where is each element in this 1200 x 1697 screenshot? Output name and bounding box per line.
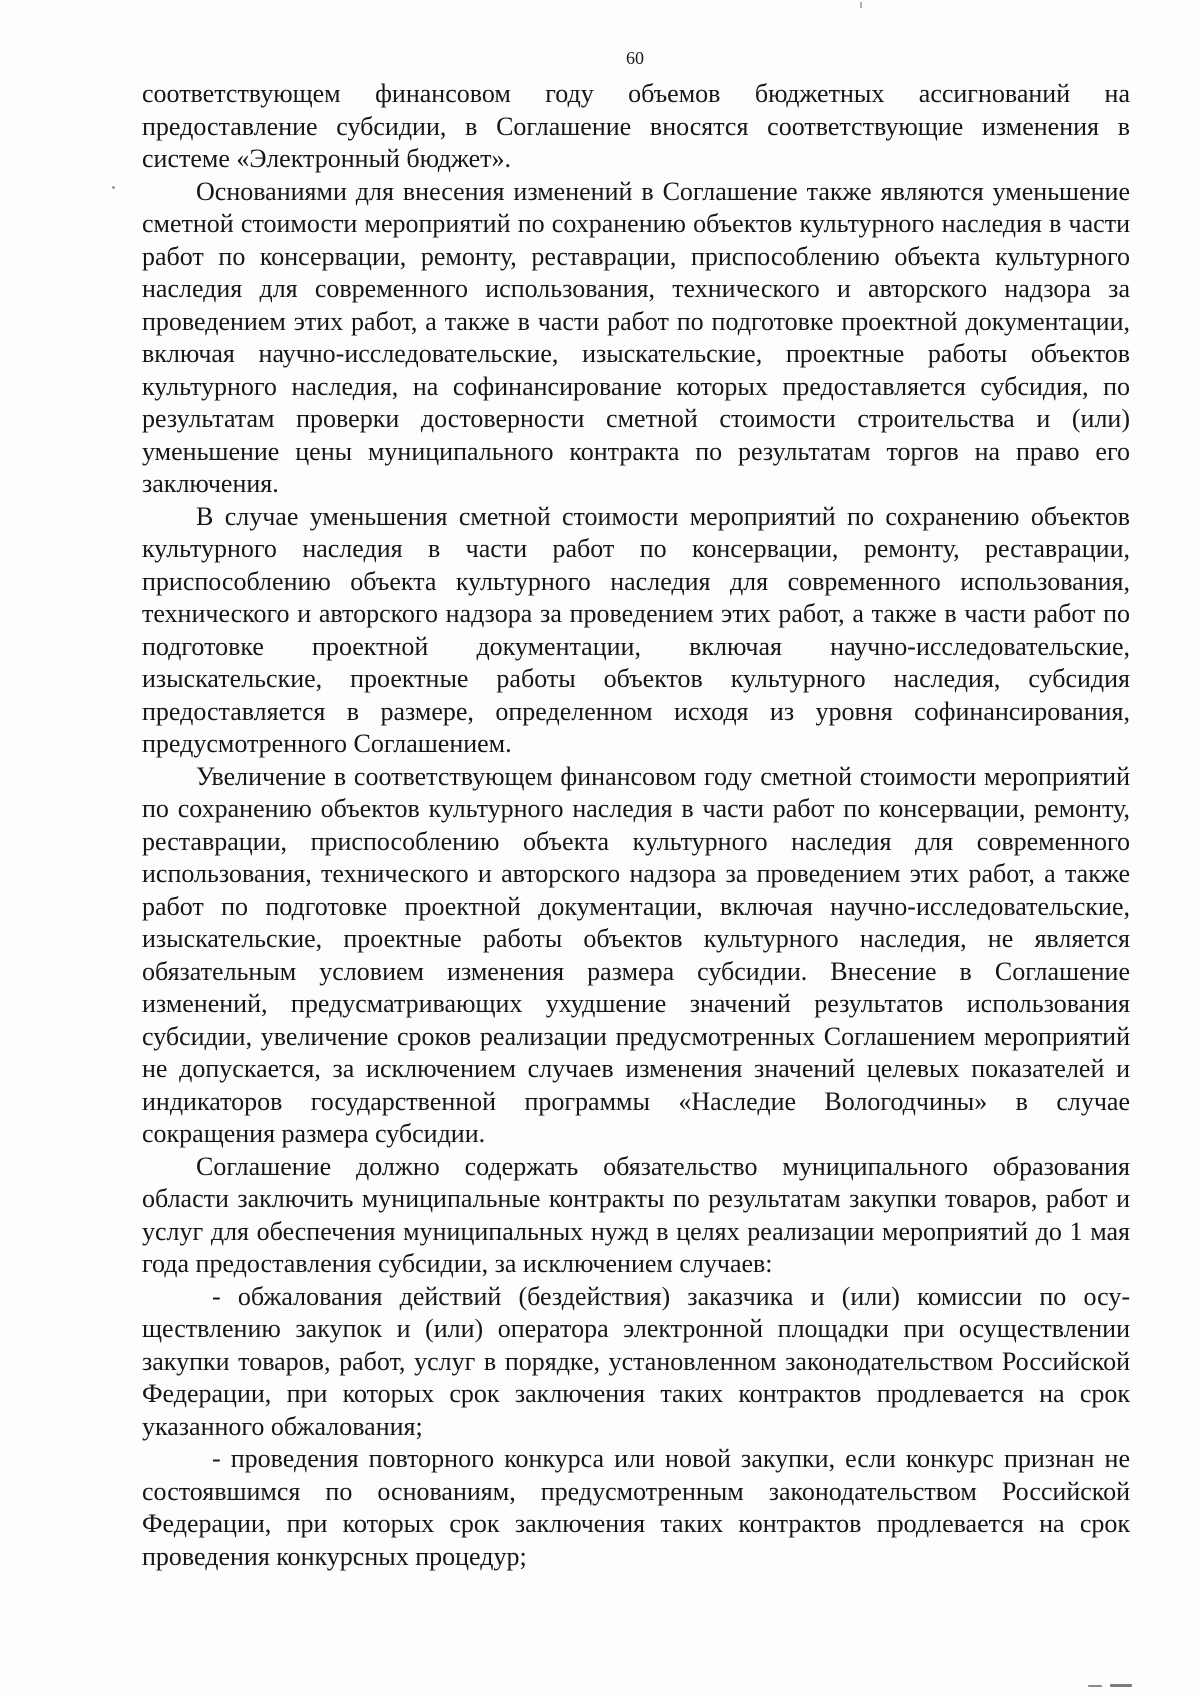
list-item-repeat-tender: - проведения повторного конкурса или новой закупки, если конкурс признан не состоявшимся по основаниям, предусмотренным законодательством Российской Федерации, при которых срок заключения таких контрактов продлевается на срок проведения конкурсных процедур; — [142, 1444, 1130, 1571]
page-number: 60 — [626, 48, 644, 68]
paragraph-contract-obligation: Соглашение должно содержать обязательство муниципального образования области заключить муниципальные контракты по результатам закупки товаров, работ и услуг для обеспечения муниципальных нужд в целях реализации мероприятий до 1 мая года предоставления субсидии, за исключением случаев: — [142, 1151, 1130, 1278]
paragraph-cost-increase: Увеличение в соответствующем финансовом году сметной стоимости мероприятий по сохранению объектов культурного наследия в части работ по консервации, ремонту, реставрации, приспособлению объекта культурного наследия для современного использования, технического и авторского надзора за проведением этих работ, а также работ по подготовке проектной документации, включая научно-исследовательские, изыскательские, проектные работы объектов культурного наследия, не является обязательным условием изменения размера субсидии. Внесение в Соглашение изменений, предусматривающих ухудшение значений результатов использования субсидии, увеличение сроков реализации предусмотренных Соглашением мероприятий не допускается, за исключением случаев изменения значений целевых показателей и индикаторов государственной программы «Наследие Вологодчины» в случае сокращения размера субсидии. — [142, 761, 1130, 1148]
paragraph-amendment-grounds: Основаниями для внесения изменений в Соглашение также являются уменьшение сметной стоимости мероприятий по сохранению объектов культурного наследия в части работ по консервации, ремонту, реставрации, приспособлению объекта культурного наследия для современного использования, технического и авторского надзора за проведением этих работ, а также в части работ по подготовке проектной документации, включая научно-исследовательские, изыскательские, проектные работы объектов культурного наследия, на софинансирование которых предоставляется субсидия, по результатам проверки достоверности сметной стоимости строительства и (или) уменьшение цены муниципального контракта по результатам торгов на право его заключения. — [142, 176, 1130, 498]
list-item-appeal: - обжалования действий (бездействия) заказчика и (или) комиссии по осуществлению закупок и (или) оператора электронной площадки при осуществлении закупки товаров, работ, услуг в порядке, установленном законодательством Российской Федерации, при которых срок заключения таких контрактов продлевается на срок указанного обжалования; — [142, 1281, 1130, 1441]
scan-artifact — [112, 186, 115, 189]
scan-artifact — [1110, 1684, 1132, 1687]
paragraph-cost-reduction: В случае уменьшения сметной стоимости мероприятий по сохранению объектов культурного наследия в части работ по консервации, ремонту, реставрации, приспособлению объекта культурного наследия для современного использования, технического и авторского надзора за проведением этих работ, а также в части работ по подготовке проектной документации, включая научно-исследовательские, изыскательские, проектные работы объектов культурного наследия, субсидия предоставляется в размере, определенном исходя из уровня софинансирования, предусмотренного Соглашением. — [142, 501, 1130, 758]
paragraph-continuation: соответствующем финансовом году объемов бюджетных ассигнований на предоставление субсидии, в Соглашение вносятся соответствующие изменения в системе «Электронный бюджет». — [142, 79, 1130, 173]
document-body — [142, 78, 1130, 1573]
scan-artifact — [1088, 1685, 1102, 1687]
scan-artifact — [860, 2, 862, 8]
